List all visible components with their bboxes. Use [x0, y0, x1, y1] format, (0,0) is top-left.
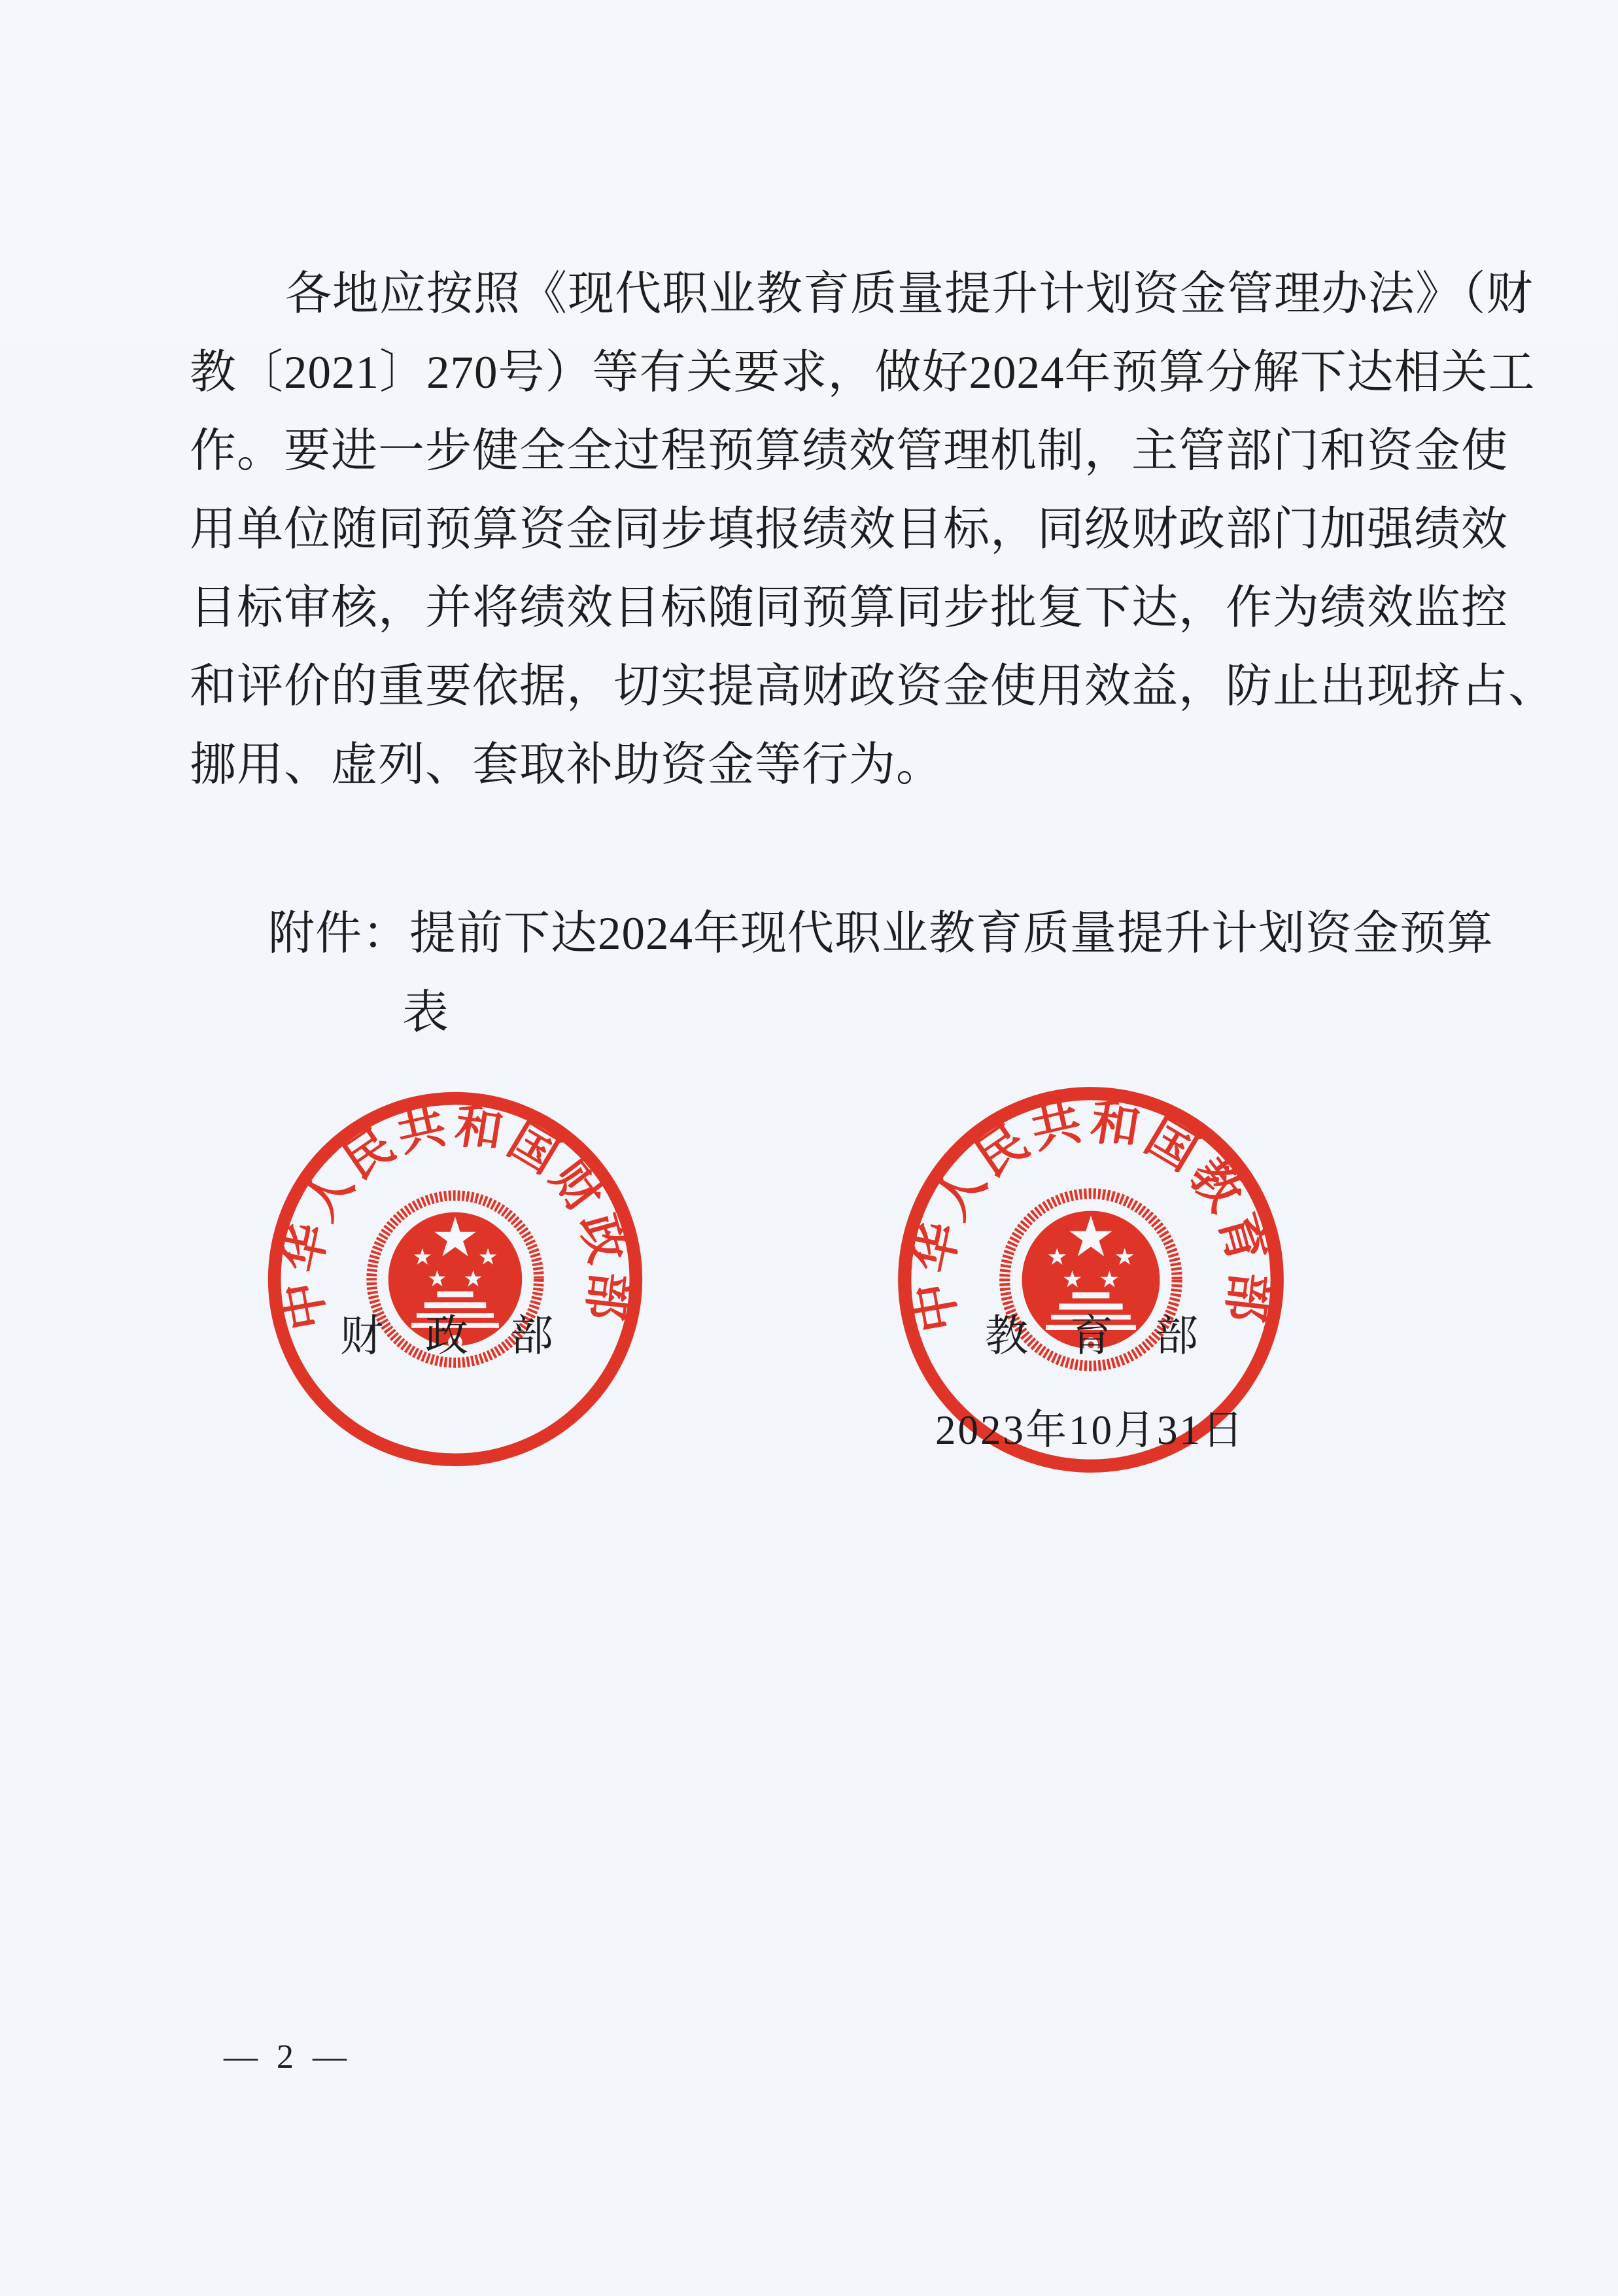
seal-ring-text: 中华人民共和国教育部: [905, 1094, 1277, 1336]
body-text-line: 用单位随同预算资金同步填报绩效目标，同级财政部门加强绩效: [190, 504, 1509, 555]
attachment-wrap-line: 表: [402, 987, 450, 1038]
body-text-line: 挪用、虚列、套取补助资金等行为。: [190, 740, 944, 791]
body-paragraph: [190, 255, 1556, 804]
attachment-line: 附件：提前下达2024年现代职业教育质量提升计划资金预算: [268, 908, 1494, 959]
issue-date: 2023年10月31日: [935, 1407, 1245, 1453]
seal-ring-text: 中华人民共和国财政部: [275, 1099, 636, 1334]
body-text-line: 教〔2021〕270号）等有关要求，做好2024年预算分解下达相关工: [190, 347, 1536, 398]
page-number: — 2 —: [224, 2038, 352, 2076]
finance-ministry-signature: 财政部: [340, 1312, 595, 1360]
body-text-line: 目标审核，并将绩效目标随同预算同步批复下达，作为绩效监控: [190, 583, 1509, 634]
body-text-line: 和评价的重要依据，切实提高财政资金使用效益，防止出现挤占、: [190, 661, 1556, 712]
education-ministry-signature: 教育部: [985, 1312, 1240, 1360]
body-text-line: 各地应按照《现代职业教育质量提升计划资金管理办法》（财: [285, 269, 1534, 320]
ministry-of-finance-seal: [262, 1086, 648, 1472]
attachment-note: [190, 895, 1494, 1053]
body-text-line: 作。要进一步健全全过程预算绩效管理机制，主管部门和资金使: [190, 426, 1509, 477]
